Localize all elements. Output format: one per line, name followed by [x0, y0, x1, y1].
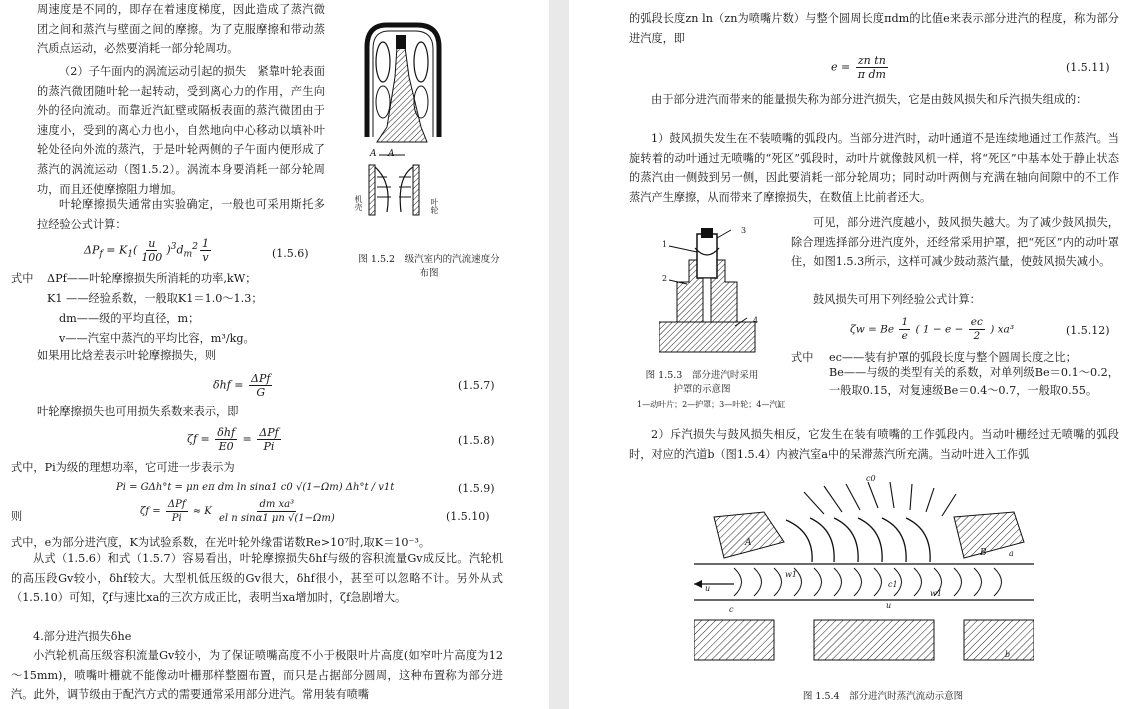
figure-1-5-3-legend: 1—动叶片；2—护罩；3—叶轮；4—汽缸	[637, 400, 786, 409]
figure-1-5-4-label-w1-left: w1	[785, 570, 797, 579]
figure-1-5-3-label-3: 3	[741, 226, 747, 235]
paragraph-shroud: 可见，部分进汽度越小，鼓风损失越大。为了减少鼓风损失，除合理选择部分进汽度外，还经常采用护罩，把“死区”内的动叶罩住，如图1.5.3所示，这样可减少鼓动蒸汽量，使鼓风损失减小。	[791, 216, 1119, 269]
equation-number: (1.5.11)	[1066, 61, 1110, 74]
equation-1-5-8: ζf = $\frac{\text{δhf}}{E0}$ = $\frac{\text{ΔPf}}{Pi}$	[187, 426, 279, 453]
figure-1-5-4-drawing	[694, 472, 1034, 682]
figure-1-5-4-label-w1-right: w1	[930, 589, 942, 598]
paragraph-windage-loss: 1）鼓风损失发生在不装喷嘴的弧段内。当部分进汽时，动叶通道不是连续地通过工作蒸汽。当旋转着的动叶通过无喷嘴的“死区”弧段时，动叶片就像鼓风机一样，将“死区”中基本处于静止状态的蒸汽由一侧鼓到另一侧，因此要消耗一部分轮周功；同时动叶两侧与充满在轴向间隙中的不工作蒸汽产生摩擦，从而带来了摩擦损失，在数值上比前者还大。	[629, 132, 1119, 204]
definition-be: Be——与级的类型有关的系数，对单列级Be＝0.1～0.2，一般取0.15，对复速级Be＝0.4～0.7，一般取0.55。	[829, 366, 1119, 397]
figure-1-5-4-caption: 图 1.5.4 部分进汽时蒸汽流动示意图	[802, 691, 964, 702]
paragraph-meridional-vortex: （2）子午面内的涡流运动引起的损失 紧靠叶轮表面的蒸汽微团随叶轮一起转动，受到离心力的作用，产生向外的径向流动。而靠近汽缸壁或隔板表面的蒸汽微团由于速度小，受到的离心力也小，自然地向中心移动以填补叶轮处径向外流的蒸汽，于是叶轮两侧的子午面内便形成了蒸汽的涡流运动（图1.5.2）。涡流本身要消耗一部分轮周功，而且还使摩擦阻力增加。	[37, 65, 325, 196]
left-page	[0, 0, 549, 709]
figure-label-a2: A	[388, 149, 395, 159]
right-page	[569, 0, 1127, 709]
equation-1-5-11: e = $\frac{\text{zn tn}}{\text{π dm}}$	[831, 54, 886, 81]
equation-1-5-6: $\Delta P_f = K_1$( $\frac{u}{100}$ )$^3d_m^2$ $\frac{1}{v}$	[84, 237, 209, 264]
figure-1-5-4-label-c1: c1	[888, 580, 898, 589]
figure-label-wheel: 叶轮	[430, 198, 439, 214]
figure-1-5-3-caption: 图 1.5.3 部分进汽时采用护罩的示意图	[645, 370, 759, 395]
paragraph-ideal-power: 式中，Pi为级的理想功率，它可进一步表示为	[11, 461, 235, 474]
definition-v: v——汽室中蒸汽的平均比容，m³/kg。	[59, 332, 255, 345]
paragraph-friction-analysis: 从式（1.5.6）和式（1.5.7）容易看出，叶轮摩擦损失δhf与级的容积流量Gv成反比。汽轮机的高压段Gv较小，δhf较大。大型机低压级的Gv很大，δhf很小，甚至可以忽略不计。另外从式（1.5.10）可知，ζf与速比xa的三次方成正比，表明当xa增加时，ζf急剧增大。	[11, 552, 503, 605]
figure-1-5-3-label-2: 2	[662, 274, 668, 283]
definition-k1: K1 ——经验系数，一般取K1＝1.0～1.3；	[47, 292, 263, 305]
equation-number: (1.5.9)	[458, 482, 495, 495]
paragraph-stodola-formula-intro: 叶轮摩擦损失通常由实验确定，一般也可采用斯托多拉经验公式计算：	[37, 198, 325, 231]
figure-1-5-4-label-u-left: u	[705, 584, 711, 593]
equation-number: (1.5.8)	[458, 434, 495, 447]
definition-delta-pf: ΔPf——叶轮摩擦损失所消耗的功率,kW；	[47, 272, 257, 285]
figure-1-5-4-label-u-mid: u	[886, 601, 892, 610]
then-label: 则	[11, 510, 23, 523]
figure-1-5-4-label-b: b	[1005, 650, 1011, 659]
paragraph-partial-admission-degree: 的弧段长度zn ln（zn为喷嘴片数）与整个圆周长度πdm的比值e来表示部分进汽的程度，称为部分进汽度，即	[629, 12, 1119, 45]
where-label: 式中	[791, 351, 814, 364]
figure-1-5-4-label-a-upper: A	[745, 538, 752, 548]
paragraph-windage-formula-intro: 鼓风损失可用下列经验公式计算：	[813, 293, 981, 306]
equation-1-5-10: ζf = $\frac{\text{ΔPf}}{Pi}$ ≈ K $\frac{\text{dm xa³}}{\text{el n sinα1 μn √(1−Ωm)}}$	[140, 499, 335, 524]
equation-1-5-7: δhf = $\frac{\text{ΔPf}}{G}$	[213, 372, 271, 399]
where-label: 式中	[11, 272, 34, 285]
page-gutter	[549, 0, 569, 709]
paragraph-partial-admission-loss: 由于部分进汽而带来的能量损失称为部分进汽损失，它是由鼓风损失和斥汽损失组成的：	[651, 93, 1088, 106]
paragraph-velocity-gradient: 周速度是不同的，即存在着速度梯度，因此造成了蒸汽微团之间和蒸汽与壁面之间的摩擦。为了克服摩擦和带动蒸汽质点运动，必然要消耗一部分轮周功。	[37, 3, 325, 56]
equation-1-5-9: Pi = GΔh°t = μn eπ dm ln sinα1 c0 √(1−Ωm) Δh°t / v1t	[116, 482, 395, 493]
figure-1-5-4-label-c0: c0	[866, 474, 876, 483]
figure-1-5-2-caption: 图 1.5.2 级汽室内的汽流速度分布图	[358, 254, 500, 279]
figure-1-5-4-label-a: a	[1009, 549, 1014, 558]
figure-label-casing: 机壳	[354, 195, 363, 211]
definition-ec: ec——装有护罩的弧段长度与整个圆周长度之比；	[829, 351, 1077, 364]
paragraph-loss-coefficient: 叶轮摩擦损失也可用损失系数来表示，即	[37, 405, 239, 418]
figure-1-5-3-drawing	[659, 222, 759, 362]
paragraph-partial-admission-def: 式中，e为部分进汽度，K为试验系数，在光叶轮外缘雷诺数Re>10⁷时,取K＝10⁻³。	[11, 536, 431, 549]
paragraph-enthalpy-loss: 如果用比焓差表示叶轮摩擦损失，则	[37, 349, 217, 362]
section-heading-partial-admission: 4.部分进汽损失δhe	[33, 630, 132, 643]
figure-1-5-3-label-1: 1	[662, 240, 668, 249]
figure-label-a1: A	[370, 149, 377, 159]
definition-dm: dm——级的平均直径，m；	[59, 312, 200, 325]
figure-1-5-4-label-c: c	[729, 605, 734, 614]
figure-1-5-4-label-b-upper: B	[980, 548, 987, 558]
equation-number: (1.5.7)	[458, 379, 495, 392]
paragraph-partial-admission: 小汽轮机高压级容积流量Gv较小，为了保证喷嘴高度不小于极限叶片高度(如窄叶片高度为12～15mm)，喷嘴叶栅就不能像动叶栅那样整圈布置，而只是占据部分圆周，这种布置称为部分进汽。此外，调节级由于配汽方式的需要通常采用部分进汽。常用装有喷嘴	[11, 649, 503, 702]
equation-number: (1.5.6)	[272, 247, 309, 260]
paragraph-sweeping-loss: 2）斥汽损失与鼓风损失相反，它发生在装有喷嘴的工作弧段内。当动叶栅经过无喷嘴的弧段时，对应的汽道b（图1.5.4）内被汽室a中的呆滞蒸汽所充满。当动叶进入工作弧	[629, 428, 1119, 461]
equation-number: (1.5.10)	[446, 510, 490, 523]
equation-1-5-12: ζw = Be $\frac{1}{e}$ ( 1 − e − $\frac{ec}{2}$ ) xa³	[850, 316, 1015, 342]
figure-1-5-3-label-4: 4	[753, 316, 759, 325]
equation-number: (1.5.12)	[1066, 324, 1110, 337]
